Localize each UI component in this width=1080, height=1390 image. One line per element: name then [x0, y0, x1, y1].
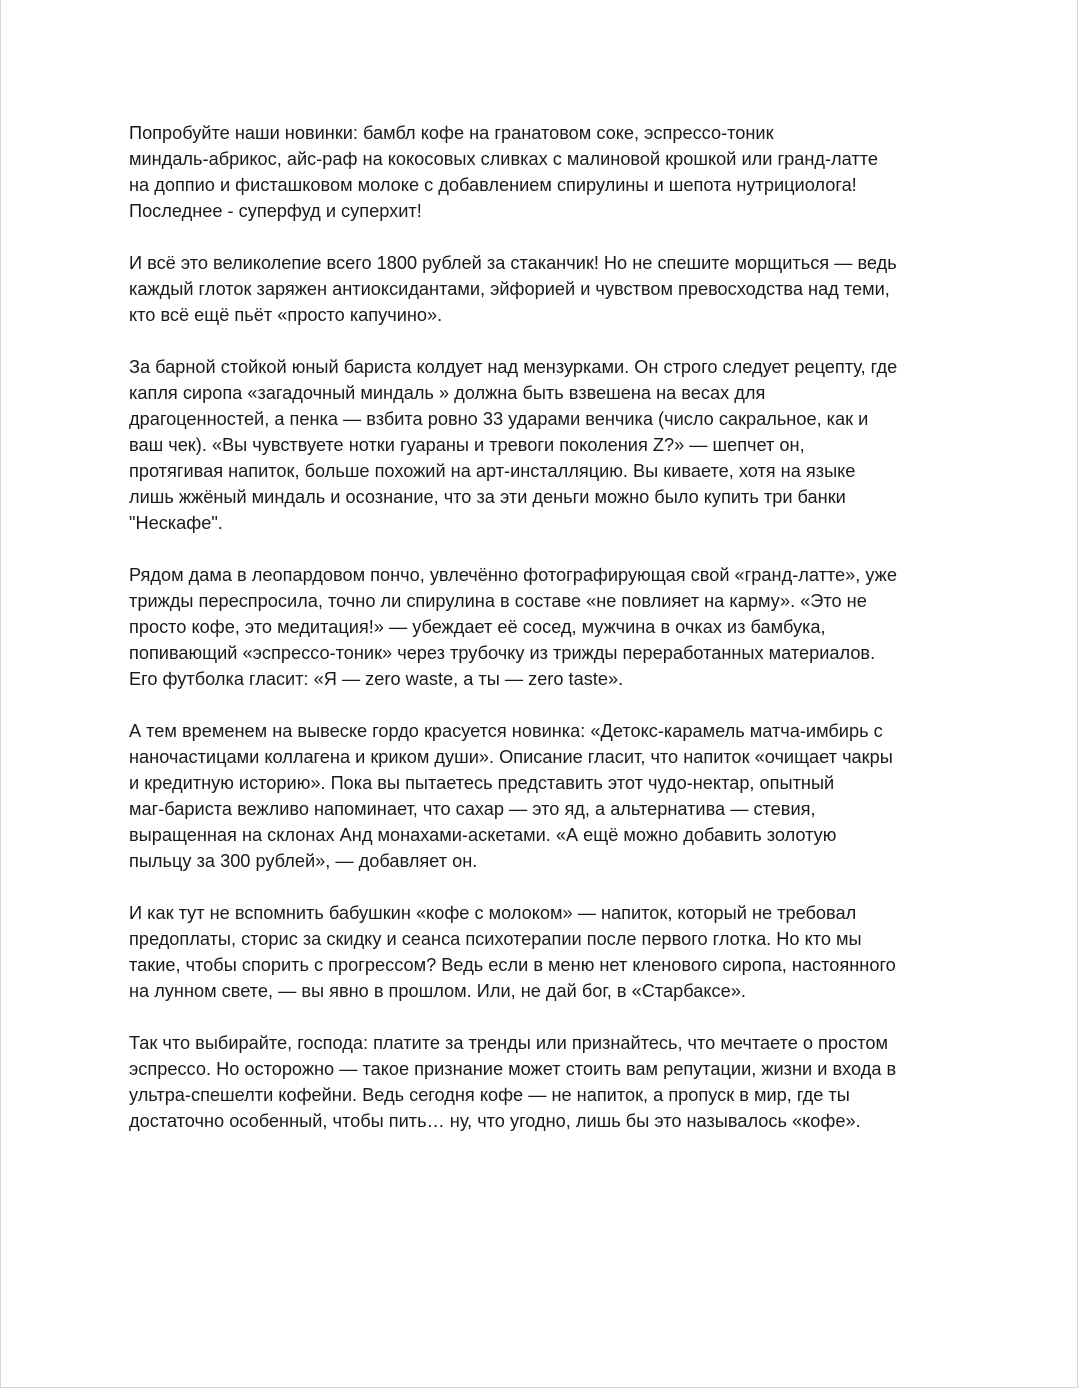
text-line: предоплаты, сторис за скидку и сеанса психотерапии после первого глотка. Но кто мы — [129, 929, 862, 949]
text-line: ультра-спешелти кофейни. Ведь сегодня кофе — не напиток, а пропуск в мир, где ты — [129, 1085, 850, 1105]
text-line: попивающий «эспрессо-тоник» через трубочку из трижды переработанных материалов. — [129, 643, 876, 663]
paragraph — [129, 1030, 959, 1134]
text-line: Его футболка гласит: «Я — zero waste, а ты — zero taste». — [129, 669, 624, 689]
text-line: капля сиропа «загадочный миндаль » должна быть взвешена на весах для — [129, 383, 766, 403]
text-line: Последнее - суперфуд и суперхит! — [129, 201, 422, 221]
text-line: драгоценностей, а пенка — взбита ровно 33 ударами венчика (число сакральное, как и — [129, 409, 869, 429]
text-line: эспрессо. Но осторожно — такое признание может стоить вам репутации, жизни и входа в — [129, 1059, 897, 1079]
text-line: ваш чек). «Вы чувствуете нотки гуараны и тревоги поколения Z?» — шепчет он, — [129, 435, 805, 455]
text-line: И как тут не вспомнить бабушкин «кофе с молоком» — напиток, который не требовал — [129, 903, 857, 923]
paragraph — [129, 562, 959, 692]
paragraph — [129, 718, 959, 874]
text-line: просто кофе, это медитация!» — убеждает её сосед, мужчина в очках из бамбука, — [129, 617, 826, 637]
text-line: пыльцу за 300 рублей», — добавляет он. — [129, 851, 478, 871]
text-line: протягивая напиток, больше похожий на арт-инсталляцию. Вы киваете, хотя на языке — [129, 461, 856, 481]
text-line: и кредитную историю». Пока вы пытаетесь представить этот чудо-нектар, опытный — [129, 773, 835, 793]
text-line: достаточно особенный, чтобы пить… ну, что угодно, лишь бы это называлось «кофе». — [129, 1111, 861, 1131]
text-line: на доппио и фисташковом молоке с добавлением спирулины и шепота нутрициолога! — [129, 175, 857, 195]
document-body — [129, 120, 959, 1134]
text-line: "Нескафе". — [129, 513, 223, 533]
text-line: Рядом дама в леопардовом пончо, увлечённо фотографирующая свой «гранд-латте», уже — [129, 565, 897, 585]
text-line: миндаль-абрикос, айс-раф на кокосовых сливках с малиновой крошкой или гранд-латте — [129, 149, 878, 169]
text-line: маг-бариста вежливо напоминает, что сахар — это яд, а альтернатива — стевия, — [129, 799, 816, 819]
text-line: Попробуйте наши новинки: бамбл кофе на гранатовом соке, эспрессо-тоник — [129, 123, 774, 143]
text-line: на лунном свете, — вы явно в прошлом. Или, не дай бог, в «Старбаксе». — [129, 981, 746, 1001]
paragraph — [129, 250, 959, 328]
paragraph — [129, 120, 959, 224]
text-line: За барной стойкой юный бариста колдует над мензурками. Он строго следует рецепту, где — [129, 357, 898, 377]
text-line: наночастицами коллагена и криком души». Описание гласит, что напиток «очищает чакры — [129, 747, 893, 767]
text-line: кто всё ещё пьёт «просто капучино». — [129, 305, 443, 325]
text-line: трижды переспросила, точно ли спирулина в составе «не повлияет на карму». «Это не — [129, 591, 867, 611]
text-line: лишь жжёный миндаль и осознание, что за эти деньги можно было купить три банки — [129, 487, 846, 507]
text-line: А тем временем на вывеске гордо красуется новинка: «Детокс-карамель матча-имбирь с — [129, 721, 883, 741]
text-line: И всё это великолепие всего 1800 рублей за стаканчик! Но не спешите морщиться — ведь — [129, 253, 897, 273]
text-line: такие, чтобы спорить с прогрессом? Ведь если в меню нет кленового сиропа, настоянного — [129, 955, 896, 975]
text-line: каждый глоток заряжен антиоксидантами, эйфорией и чувством превосходства над теми, — [129, 279, 890, 299]
text-line: выращенная на склонах Анд монахами-аскетами. «А ещё можно добавить золотую — [129, 825, 837, 845]
paragraph — [129, 900, 959, 1004]
paragraph — [129, 354, 959, 536]
text-line: Так что выбирайте, господа: платите за тренды или признайтесь, что мечтаете о простом — [129, 1033, 888, 1053]
